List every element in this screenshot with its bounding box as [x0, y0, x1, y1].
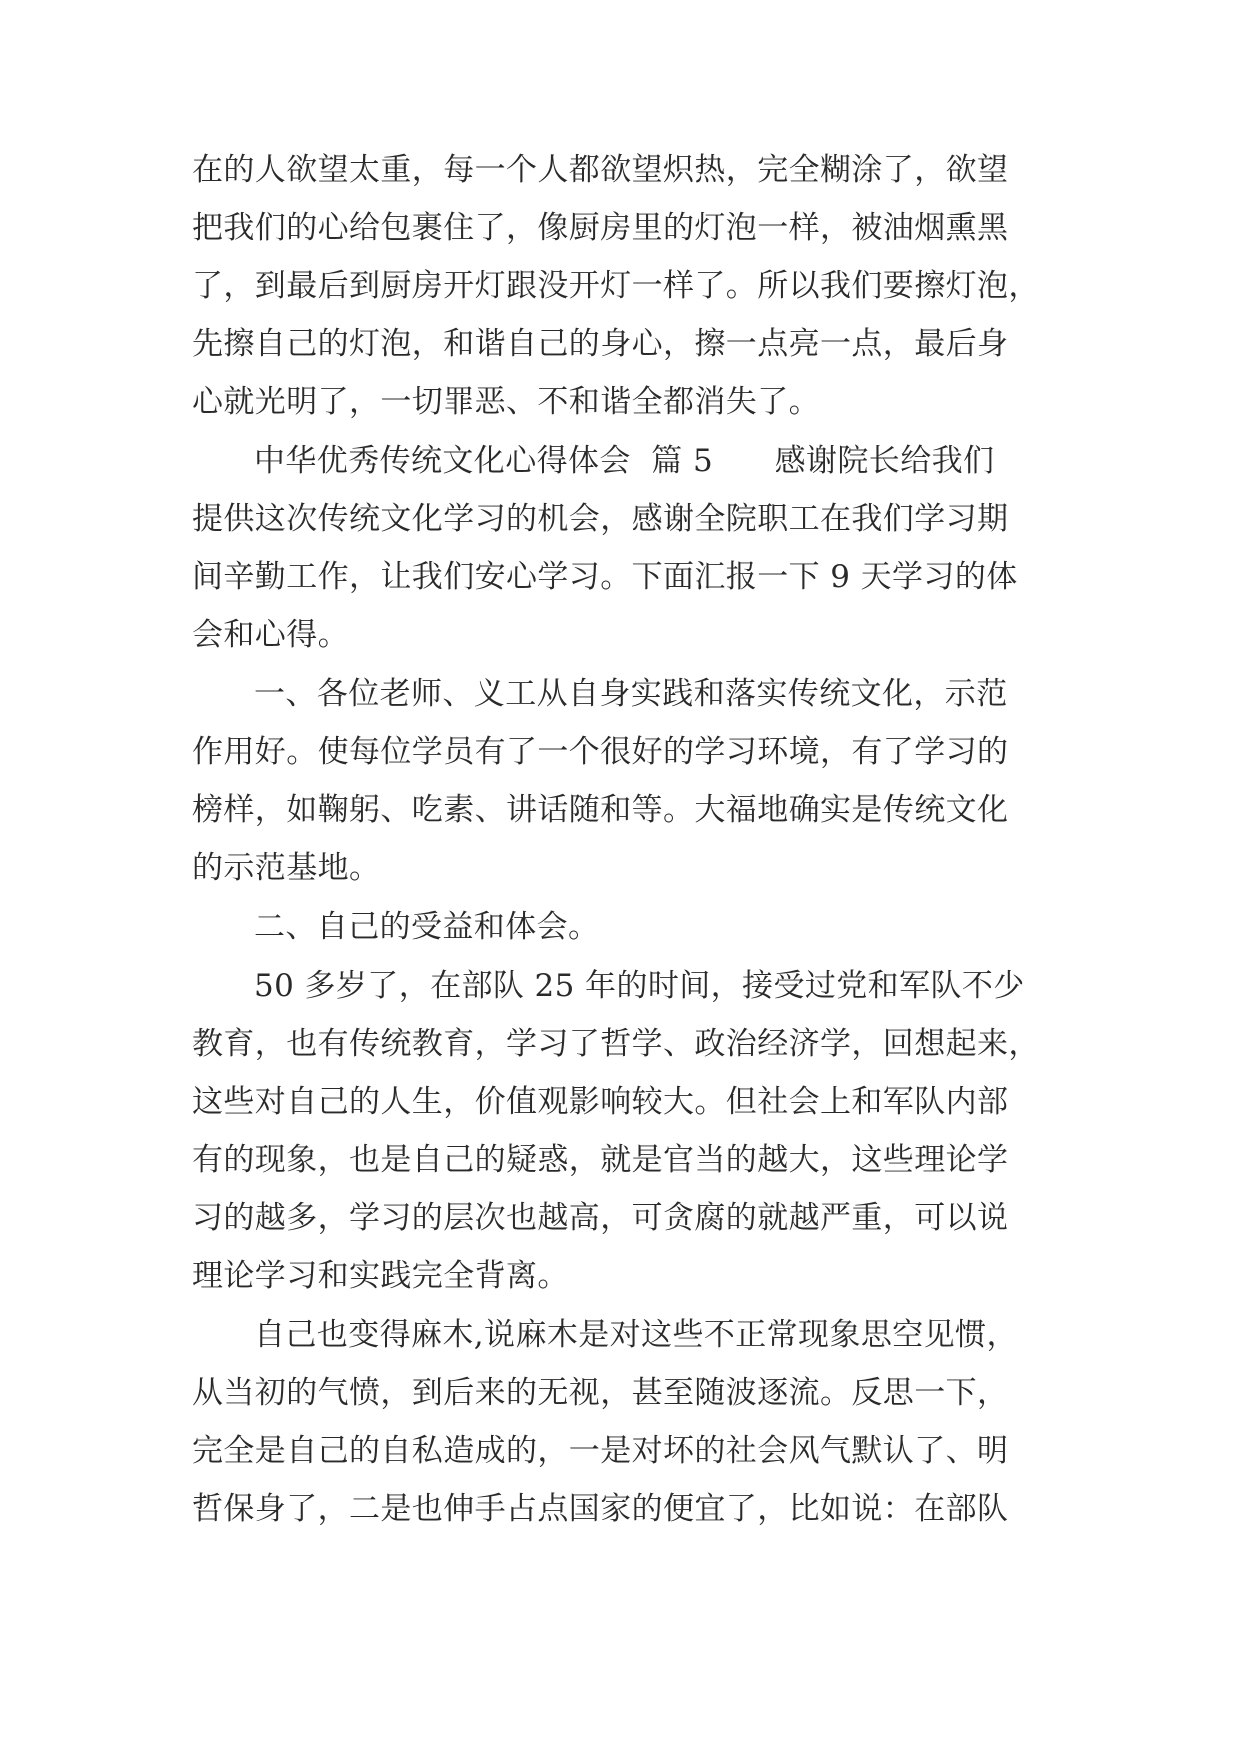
text-line: 提供这次传统文化学习的机会，感谢全院职工在我们学习期: [192, 501, 1009, 537]
text-line: 把我们的心给包裹住了，像厨房里的灯泡一样，被油烟熏黑: [192, 210, 1009, 246]
text-line: 的示范基地。: [192, 850, 381, 886]
text-line: 作用好。使每位学员有了一个很好的学习环境，有了学习的: [192, 734, 1009, 770]
text-line: 理论学习和实践完全背离。: [192, 1258, 569, 1294]
paragraph-first-line: 二、自己的受益和体会。: [254, 909, 600, 945]
section-heading-line: 中华优秀传统文化心得体会 篇 5 感谢院长给我们: [254, 443, 995, 479]
text-line: 会和心得。: [192, 617, 349, 653]
text-line: 榜样，如鞠躬、吃素、讲话随和等。大福地确实是传统文化: [192, 792, 1009, 828]
text-line: 教育，也有传统教育，学习了哲学、政治经济学，回想起来，: [192, 1026, 1040, 1062]
text-line: 从当初的气愤，到后来的无视，甚至随波逐流。反思一下，: [192, 1375, 1009, 1411]
paragraph-first-line: 一、各位老师、义工从自身实践和落实传统文化，示范: [254, 676, 1008, 712]
text-line: 这些对自己的人生，价值观影响较大。但社会上和军队内部: [192, 1084, 1009, 1120]
text-line: 心就光明了，一切罪恶、不和谐全都消失了。: [192, 384, 820, 420]
text-line: 哲保身了，二是也伸手占点国家的便宜了，比如说：在部队: [192, 1491, 1009, 1527]
text-line: 完全是自己的自私造成的，一是对坏的社会风气默认了、明: [192, 1433, 1009, 1469]
text-line: 了，到最后到厨房开灯跟没开灯一样了。所以我们要擦灯泡，: [192, 268, 1040, 304]
paragraph-first-line: 50 多岁了，在部队 25 年的时间，接受过党和军队不少: [254, 968, 1025, 1004]
text-line: 有的现象，也是自己的疑惑，就是官当的越大，这些理论学: [192, 1142, 1009, 1178]
text-line: 间辛勤工作，让我们安心学习。下面汇报一下 9 天学习的体: [192, 559, 1018, 595]
text-line: 习的越多，学习的层次也越高，可贪腐的就越严重，可以说: [192, 1200, 1009, 1236]
text-line: 在的人欲望太重，每一个人都欲望炽热，完全糊涂了，欲望: [192, 152, 1009, 188]
text-line: 先擦自己的灯泡，和谐自己的身心，擦一点亮一点，最后身: [192, 326, 1009, 362]
paragraph-first-line: 自己也变得麻木,说麻木是对这些不正常现象思空见惯，: [254, 1317, 1018, 1353]
